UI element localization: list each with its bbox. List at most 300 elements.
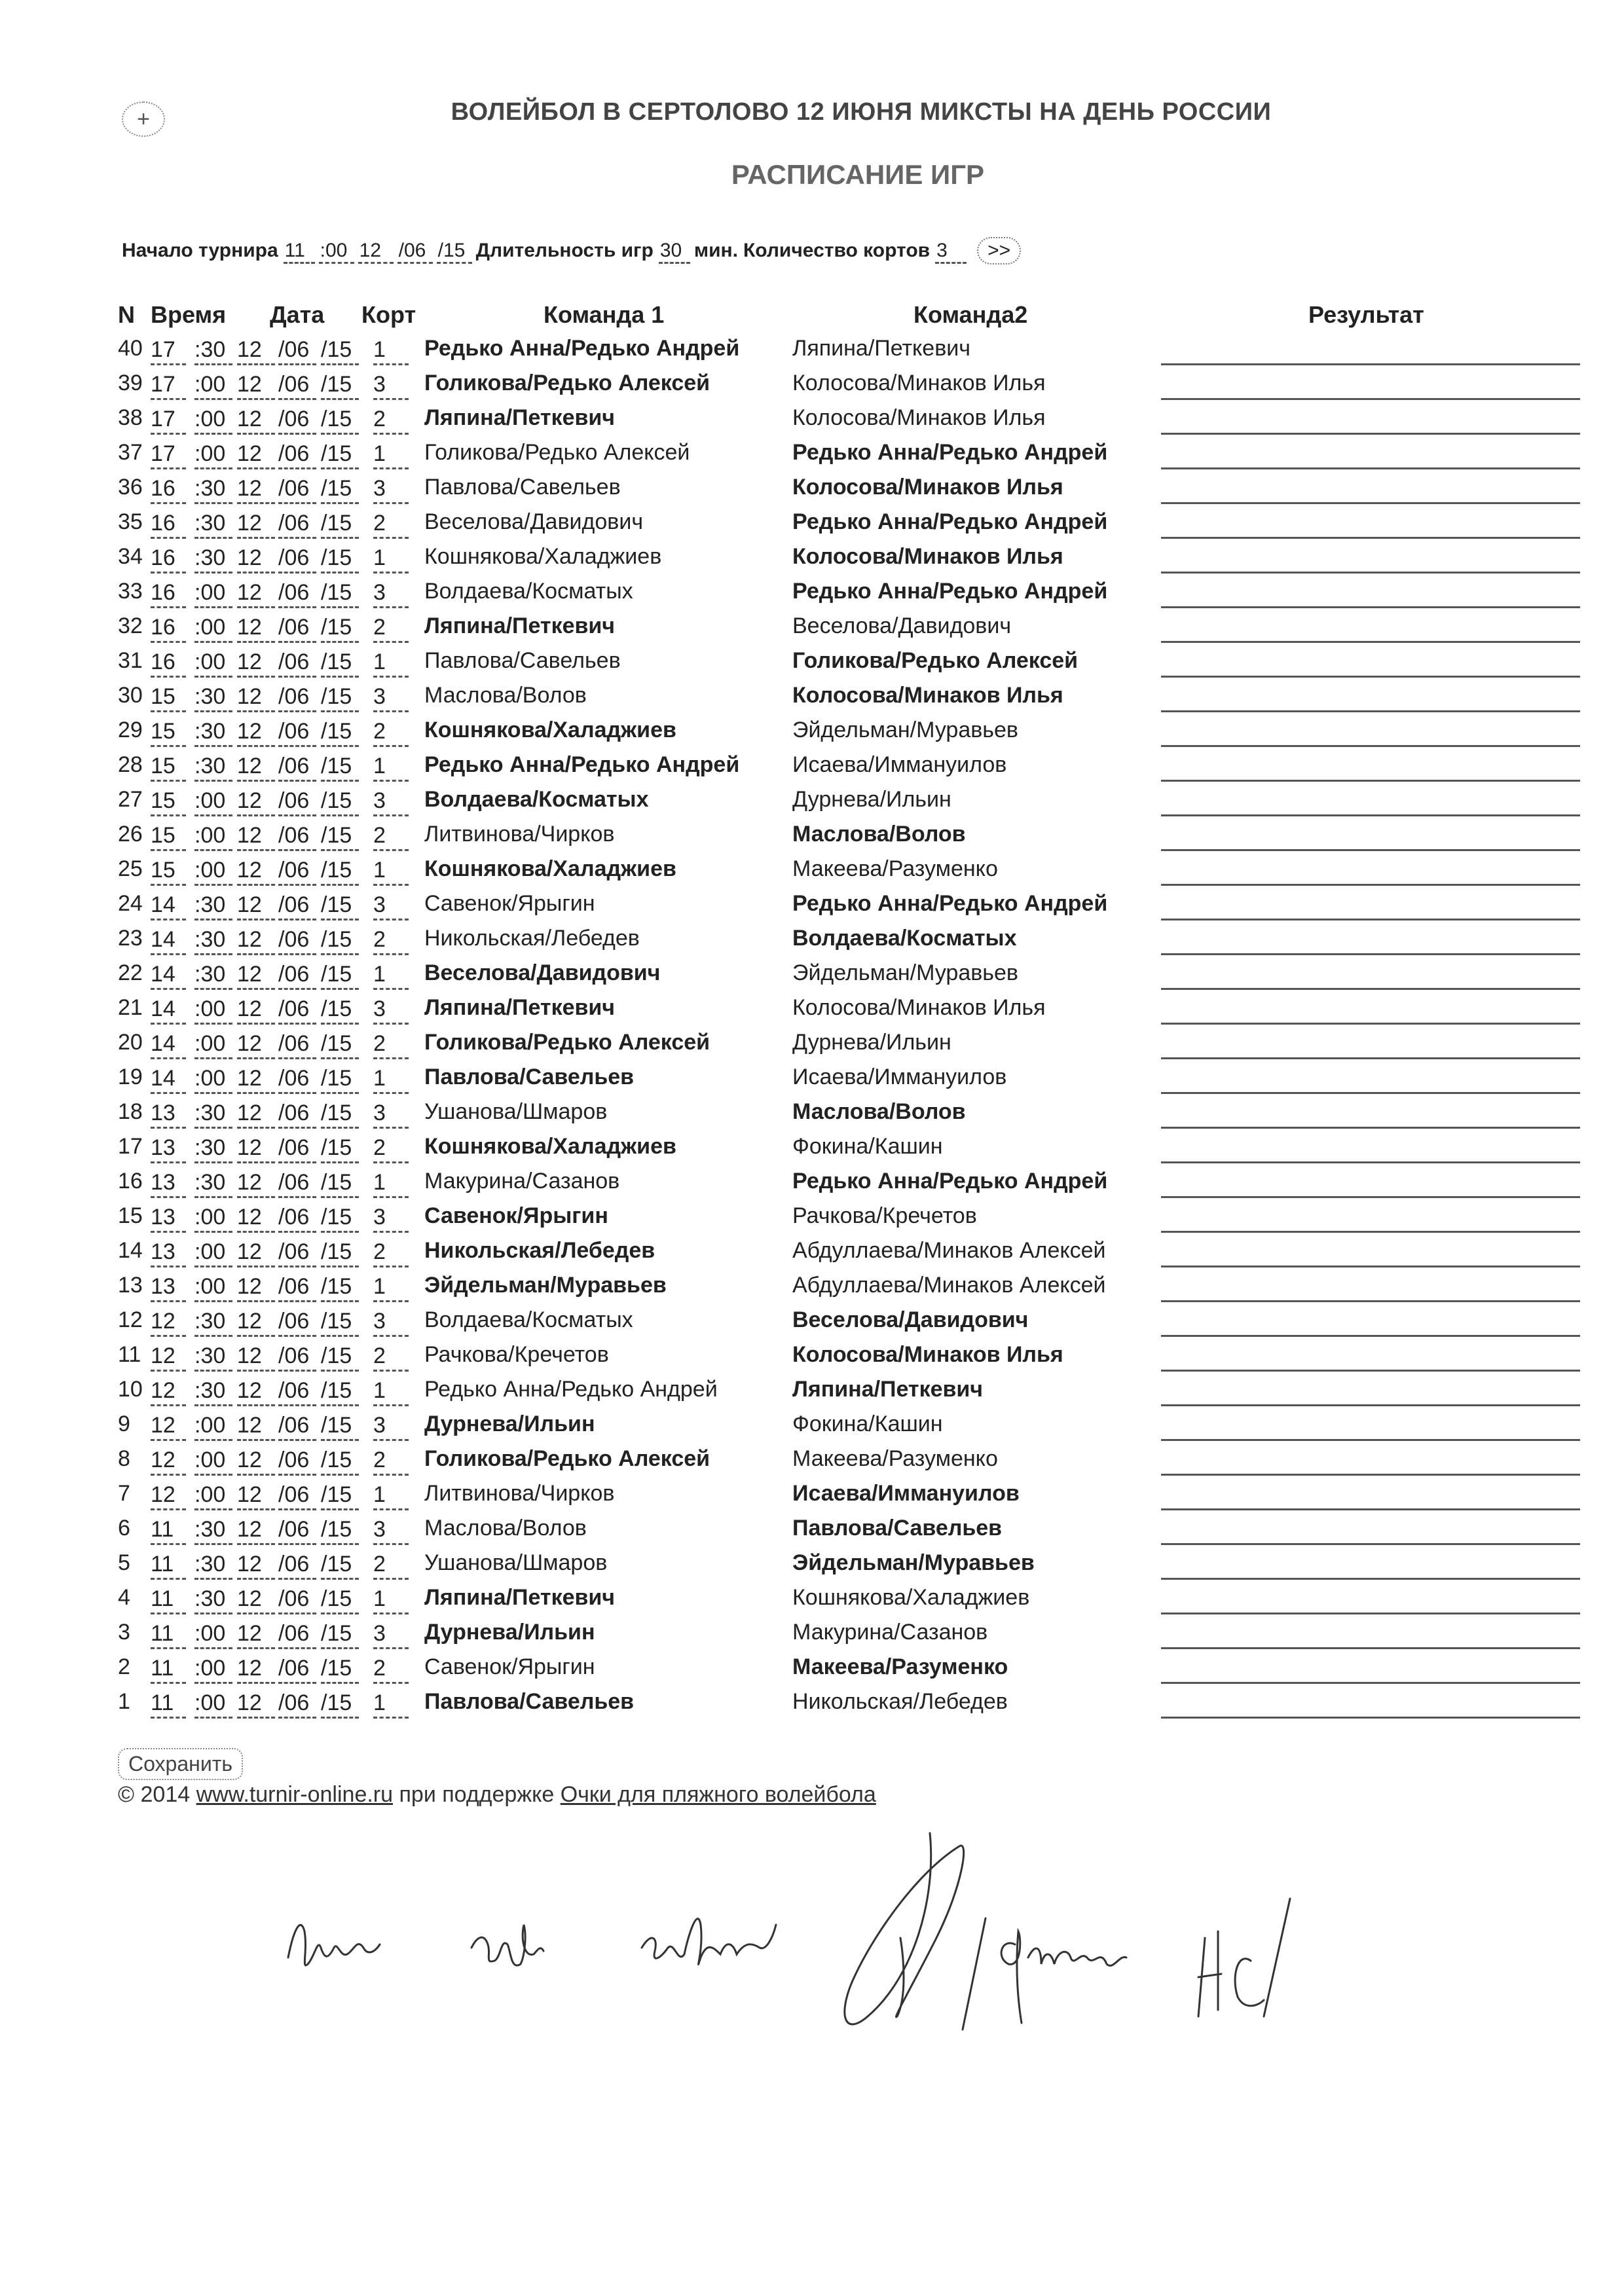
court-input[interactable]: 2 xyxy=(373,1134,409,1163)
result-input[interactable] xyxy=(1161,1134,1580,1163)
month-input[interactable]: /06 xyxy=(278,995,316,1025)
day-input[interactable]: 12 xyxy=(237,1585,275,1614)
day-input[interactable]: 12 xyxy=(237,371,275,400)
minute-input[interactable]: :00 xyxy=(194,1654,232,1684)
minute-input[interactable]: :30 xyxy=(194,336,232,365)
court-input[interactable]: 1 xyxy=(373,648,409,678)
day-input[interactable]: 12 xyxy=(237,891,275,920)
day-input[interactable]: 12 xyxy=(237,1030,275,1059)
minute-input[interactable]: :30 xyxy=(194,1169,232,1198)
month-input[interactable]: /06 xyxy=(278,822,316,851)
day-input[interactable]: 12 xyxy=(237,1307,275,1337)
month-input[interactable]: /06 xyxy=(278,1654,316,1684)
month-input[interactable]: /06 xyxy=(278,1065,316,1094)
year-input[interactable]: /15 xyxy=(321,336,359,365)
result-input[interactable] xyxy=(1161,1412,1580,1441)
result-input[interactable] xyxy=(1161,1585,1580,1614)
result-input[interactable] xyxy=(1161,1169,1580,1198)
month-input[interactable]: /06 xyxy=(278,856,316,886)
court-input[interactable]: 3 xyxy=(373,371,409,400)
result-input[interactable] xyxy=(1161,544,1580,574)
court-input[interactable]: 3 xyxy=(373,475,409,504)
day-input[interactable]: 12 xyxy=(237,475,275,504)
hour-input[interactable]: 13 xyxy=(151,1134,186,1163)
minute-input[interactable]: :00 xyxy=(194,371,232,400)
minute-input[interactable]: :30 xyxy=(194,544,232,574)
court-input[interactable]: 2 xyxy=(373,613,409,643)
month-input[interactable]: /06 xyxy=(278,718,316,747)
hour-input[interactable]: 15 xyxy=(151,822,186,851)
minute-input[interactable]: :00 xyxy=(194,579,232,608)
court-input[interactable]: 1 xyxy=(373,960,409,990)
year-input[interactable]: /15 xyxy=(321,856,359,886)
year-input[interactable]: /15 xyxy=(321,960,359,990)
hour-input[interactable]: 17 xyxy=(151,405,186,435)
minute-input[interactable]: :30 xyxy=(194,1134,232,1163)
result-input[interactable] xyxy=(1161,752,1580,782)
year-input[interactable]: /15 xyxy=(321,544,359,574)
result-input[interactable] xyxy=(1161,718,1580,747)
minute-input[interactable]: :00 xyxy=(194,648,232,678)
year-input[interactable]: /15 xyxy=(321,475,359,504)
court-input[interactable]: 2 xyxy=(373,1342,409,1372)
year-input[interactable]: /15 xyxy=(321,1516,359,1545)
month-input[interactable]: /06 xyxy=(278,1307,316,1337)
result-input[interactable] xyxy=(1161,787,1580,816)
hour-input[interactable]: 17 xyxy=(151,440,186,469)
day-input[interactable]: 12 xyxy=(237,1516,275,1545)
court-input[interactable]: 1 xyxy=(373,1377,409,1406)
month-input[interactable]: /06 xyxy=(278,1238,316,1267)
result-input[interactable] xyxy=(1161,1654,1580,1684)
court-input[interactable]: 1 xyxy=(373,1065,409,1094)
court-input[interactable]: 1 xyxy=(373,336,409,365)
start-hour-input[interactable]: 11 xyxy=(284,240,315,264)
year-input[interactable]: /15 xyxy=(321,1550,359,1580)
hour-input[interactable]: 14 xyxy=(151,926,186,955)
hour-input[interactable]: 15 xyxy=(151,683,186,712)
day-input[interactable]: 12 xyxy=(237,336,275,365)
year-input[interactable]: /15 xyxy=(321,752,359,782)
hour-input[interactable]: 17 xyxy=(151,336,186,365)
court-input[interactable]: 3 xyxy=(373,995,409,1025)
hour-input[interactable]: 14 xyxy=(151,1030,186,1059)
minute-input[interactable]: :00 xyxy=(194,1620,232,1649)
day-input[interactable]: 12 xyxy=(237,752,275,782)
result-input[interactable] xyxy=(1161,648,1580,678)
result-input[interactable] xyxy=(1161,891,1580,920)
minute-input[interactable]: :30 xyxy=(194,891,232,920)
year-input[interactable]: /15 xyxy=(321,787,359,816)
day-input[interactable]: 12 xyxy=(237,995,275,1025)
year-input[interactable]: /15 xyxy=(321,405,359,435)
site-link[interactable]: www.turnir-online.ru xyxy=(196,1782,394,1807)
sponsor-link[interactable]: Очки для пляжного волейбола xyxy=(560,1782,876,1807)
day-input[interactable]: 12 xyxy=(237,1689,275,1719)
court-input[interactable]: 1 xyxy=(373,544,409,574)
start-day-input[interactable]: 12 xyxy=(358,240,394,264)
minute-input[interactable]: :00 xyxy=(194,405,232,435)
month-input[interactable]: /06 xyxy=(278,1412,316,1441)
court-input[interactable]: 3 xyxy=(373,1099,409,1129)
day-input[interactable]: 12 xyxy=(237,1446,275,1476)
hour-input[interactable]: 14 xyxy=(151,1065,186,1094)
month-input[interactable]: /06 xyxy=(278,1273,316,1302)
result-input[interactable] xyxy=(1161,856,1580,886)
result-input[interactable] xyxy=(1161,683,1580,712)
minute-input[interactable]: :00 xyxy=(194,1203,232,1233)
day-input[interactable]: 12 xyxy=(237,1065,275,1094)
court-input[interactable]: 3 xyxy=(373,1620,409,1649)
day-input[interactable]: 12 xyxy=(237,1342,275,1372)
day-input[interactable]: 12 xyxy=(237,1550,275,1580)
day-input[interactable]: 12 xyxy=(237,822,275,851)
month-input[interactable]: /06 xyxy=(278,1203,316,1233)
court-input[interactable]: 2 xyxy=(373,926,409,955)
year-input[interactable]: /15 xyxy=(321,371,359,400)
result-input[interactable] xyxy=(1161,1307,1580,1337)
day-input[interactable]: 12 xyxy=(237,718,275,747)
result-input[interactable] xyxy=(1161,1620,1580,1649)
day-input[interactable]: 12 xyxy=(237,1238,275,1267)
day-input[interactable]: 12 xyxy=(237,509,275,539)
day-input[interactable]: 12 xyxy=(237,544,275,574)
year-input[interactable]: /15 xyxy=(321,1446,359,1476)
hour-input[interactable]: 13 xyxy=(151,1099,186,1129)
result-input[interactable] xyxy=(1161,1550,1580,1580)
month-input[interactable]: /06 xyxy=(278,440,316,469)
minute-input[interactable]: :00 xyxy=(194,822,232,851)
result-input[interactable] xyxy=(1161,1238,1580,1267)
court-input[interactable]: 1 xyxy=(373,752,409,782)
day-input[interactable]: 12 xyxy=(237,440,275,469)
minute-input[interactable]: :00 xyxy=(194,613,232,643)
court-input[interactable]: 3 xyxy=(373,1203,409,1233)
save-button[interactable]: Сохранить xyxy=(118,1748,243,1780)
hour-input[interactable]: 12 xyxy=(151,1446,186,1476)
hour-input[interactable]: 16 xyxy=(151,544,186,574)
month-input[interactable]: /06 xyxy=(278,1585,316,1614)
day-input[interactable]: 12 xyxy=(237,1273,275,1302)
hour-input[interactable]: 16 xyxy=(151,475,186,504)
day-input[interactable]: 12 xyxy=(237,926,275,955)
result-input[interactable] xyxy=(1161,579,1580,608)
day-input[interactable]: 12 xyxy=(237,1377,275,1406)
minute-input[interactable]: :00 xyxy=(194,1065,232,1094)
year-input[interactable]: /15 xyxy=(321,1620,359,1649)
month-input[interactable]: /06 xyxy=(278,613,316,643)
result-input[interactable] xyxy=(1161,1377,1580,1406)
day-input[interactable]: 12 xyxy=(237,405,275,435)
month-input[interactable]: /06 xyxy=(278,1030,316,1059)
year-input[interactable]: /15 xyxy=(321,891,359,920)
hour-input[interactable]: 14 xyxy=(151,891,186,920)
court-input[interactable]: 1 xyxy=(373,1585,409,1614)
team2-name: Дурнева/Ильин xyxy=(792,1030,951,1055)
result-input[interactable] xyxy=(1161,509,1580,539)
result-input[interactable] xyxy=(1161,1446,1580,1476)
minute-input[interactable]: :30 xyxy=(194,475,232,504)
match-number: 20 xyxy=(118,1030,143,1055)
day-input[interactable]: 12 xyxy=(237,1620,275,1649)
result-input[interactable] xyxy=(1161,1273,1580,1302)
minute-input[interactable]: :30 xyxy=(194,683,232,712)
court-input[interactable]: 2 xyxy=(373,718,409,747)
month-input[interactable]: /06 xyxy=(278,648,316,678)
minute-input[interactable]: :30 xyxy=(194,1585,232,1614)
year-input[interactable]: /15 xyxy=(321,579,359,608)
court-input[interactable]: 3 xyxy=(373,1516,409,1545)
minute-input[interactable]: :00 xyxy=(194,856,232,886)
court-input[interactable]: 3 xyxy=(373,1412,409,1441)
day-input[interactable]: 12 xyxy=(237,1481,275,1510)
team2-name: Маслова/Волов xyxy=(792,1099,966,1124)
hour-input[interactable]: 12 xyxy=(151,1307,186,1337)
minute-input[interactable]: :00 xyxy=(194,1446,232,1476)
year-input[interactable]: /15 xyxy=(321,1412,359,1441)
minute-input[interactable]: :30 xyxy=(194,1516,232,1545)
month-input[interactable]: /06 xyxy=(278,544,316,574)
minute-input[interactable]: :00 xyxy=(194,1273,232,1302)
minute-input[interactable]: :30 xyxy=(194,1550,232,1580)
court-input[interactable]: 3 xyxy=(373,787,409,816)
day-input[interactable]: 12 xyxy=(237,1412,275,1441)
result-input[interactable] xyxy=(1161,995,1580,1025)
year-input[interactable]: /15 xyxy=(321,1134,359,1163)
year-input[interactable]: /15 xyxy=(321,1203,359,1233)
month-input[interactable]: /06 xyxy=(278,1099,316,1129)
month-input[interactable]: /06 xyxy=(278,336,316,365)
result-input[interactable] xyxy=(1161,1516,1580,1545)
minute-input[interactable]: :00 xyxy=(194,1238,232,1267)
minute-input[interactable]: :00 xyxy=(194,440,232,469)
court-input[interactable]: 2 xyxy=(373,405,409,435)
day-input[interactable]: 12 xyxy=(237,1169,275,1198)
hour-input[interactable]: 14 xyxy=(151,960,186,990)
court-input[interactable]: 2 xyxy=(373,1654,409,1684)
result-input[interactable] xyxy=(1161,1342,1580,1372)
day-input[interactable]: 12 xyxy=(237,960,275,990)
year-input[interactable]: /15 xyxy=(321,648,359,678)
court-input[interactable]: 3 xyxy=(373,579,409,608)
year-input[interactable]: /15 xyxy=(321,1238,359,1267)
start-label: Начало турнира xyxy=(122,240,278,261)
result-input[interactable] xyxy=(1161,822,1580,851)
month-input[interactable]: /06 xyxy=(278,1620,316,1649)
day-input[interactable]: 12 xyxy=(237,683,275,712)
minute-input[interactable]: :00 xyxy=(194,787,232,816)
year-input[interactable]: /15 xyxy=(321,1689,359,1719)
hour-input[interactable]: 12 xyxy=(151,1377,186,1406)
day-input[interactable]: 12 xyxy=(237,613,275,643)
minute-input[interactable]: :30 xyxy=(194,509,232,539)
month-input[interactable]: /06 xyxy=(278,1689,316,1719)
year-input[interactable]: /15 xyxy=(321,995,359,1025)
year-input[interactable]: /15 xyxy=(321,1654,359,1684)
hour-input[interactable]: 11 xyxy=(151,1620,186,1649)
court-input[interactable]: 1 xyxy=(373,856,409,886)
result-input[interactable] xyxy=(1161,1689,1580,1719)
hour-input[interactable]: 15 xyxy=(151,752,186,782)
month-input[interactable]: /06 xyxy=(278,1134,316,1163)
month-input[interactable]: /06 xyxy=(278,1446,316,1476)
court-input[interactable]: 2 xyxy=(373,1238,409,1267)
minute-input[interactable]: :30 xyxy=(194,960,232,990)
minute-input[interactable]: :30 xyxy=(194,1307,232,1337)
minute-input[interactable]: :00 xyxy=(194,1412,232,1441)
month-input[interactable]: /06 xyxy=(278,1342,316,1372)
result-input[interactable] xyxy=(1161,1203,1580,1233)
minute-input[interactable]: :30 xyxy=(194,926,232,955)
hour-input[interactable]: 13 xyxy=(151,1169,186,1198)
day-input[interactable]: 12 xyxy=(237,1203,275,1233)
court-input[interactable]: 1 xyxy=(373,440,409,469)
year-input[interactable]: /15 xyxy=(321,1342,359,1372)
minute-input[interactable]: :00 xyxy=(194,995,232,1025)
court-input[interactable]: 1 xyxy=(373,1169,409,1198)
hour-input[interactable]: 16 xyxy=(151,613,186,643)
start-minute-input[interactable]: :00 xyxy=(319,240,354,264)
court-input[interactable]: 1 xyxy=(373,1273,409,1302)
month-input[interactable]: /06 xyxy=(278,787,316,816)
hour-input[interactable]: 13 xyxy=(151,1238,186,1267)
court-input[interactable]: 2 xyxy=(373,1550,409,1580)
team2-name: Колосова/Минаков Илья xyxy=(792,683,1063,708)
month-input[interactable]: /06 xyxy=(278,1169,316,1198)
minute-input[interactable]: :30 xyxy=(194,752,232,782)
year-input[interactable]: /15 xyxy=(321,1585,359,1614)
day-input[interactable]: 12 xyxy=(237,856,275,886)
court-input[interactable]: 2 xyxy=(373,822,409,851)
year-input[interactable]: /15 xyxy=(321,509,359,539)
month-input[interactable]: /06 xyxy=(278,475,316,504)
minute-input[interactable]: :30 xyxy=(194,1099,232,1129)
hour-input[interactable]: 11 xyxy=(151,1585,186,1614)
month-input[interactable]: /06 xyxy=(278,371,316,400)
hour-input[interactable]: 17 xyxy=(151,371,186,400)
court-input[interactable]: 1 xyxy=(373,1689,409,1719)
hour-input[interactable]: 16 xyxy=(151,648,186,678)
year-input[interactable]: /15 xyxy=(321,1377,359,1406)
courts-input[interactable]: 3 xyxy=(935,240,967,264)
day-input[interactable]: 12 xyxy=(237,579,275,608)
year-input[interactable]: /15 xyxy=(321,440,359,469)
result-input[interactable] xyxy=(1161,405,1580,435)
hour-input[interactable]: 15 xyxy=(151,856,186,886)
day-input[interactable]: 12 xyxy=(237,787,275,816)
year-input[interactable]: /15 xyxy=(321,1030,359,1059)
month-input[interactable]: /06 xyxy=(278,1550,316,1580)
court-input[interactable]: 3 xyxy=(373,891,409,920)
start-year-input[interactable]: /15 xyxy=(437,240,472,264)
hour-input[interactable]: 15 xyxy=(151,787,186,816)
day-input[interactable]: 12 xyxy=(237,1099,275,1129)
result-input[interactable] xyxy=(1161,1099,1580,1129)
year-input[interactable]: /15 xyxy=(321,1273,359,1302)
year-input[interactable]: /15 xyxy=(321,1099,359,1129)
month-input[interactable]: /06 xyxy=(278,926,316,955)
hour-input[interactable]: 12 xyxy=(151,1412,186,1441)
duration-input[interactable]: 30 xyxy=(659,240,690,264)
year-input[interactable]: /15 xyxy=(321,1065,359,1094)
hour-input[interactable]: 14 xyxy=(151,995,186,1025)
court-input[interactable]: 2 xyxy=(373,1446,409,1476)
minute-input[interactable]: :00 xyxy=(194,1030,232,1059)
hour-input[interactable]: 13 xyxy=(151,1203,186,1233)
year-input[interactable]: /15 xyxy=(321,683,359,712)
year-input[interactable]: /15 xyxy=(321,1307,359,1337)
result-input[interactable] xyxy=(1161,336,1580,365)
result-input[interactable] xyxy=(1161,371,1580,400)
month-input[interactable]: /06 xyxy=(278,509,316,539)
year-input[interactable]: /15 xyxy=(321,926,359,955)
result-input[interactable] xyxy=(1161,1481,1580,1510)
hour-input[interactable]: 16 xyxy=(151,509,186,539)
result-input[interactable] xyxy=(1161,475,1580,504)
day-input[interactable]: 12 xyxy=(237,648,275,678)
apply-settings-button[interactable]: >> xyxy=(977,237,1021,264)
year-input[interactable]: /15 xyxy=(321,718,359,747)
team1-name: Волдаева/Косматых xyxy=(424,1307,633,1332)
month-input[interactable]: /06 xyxy=(278,683,316,712)
hour-input[interactable]: 11 xyxy=(151,1516,186,1545)
minute-input[interactable]: :30 xyxy=(194,1377,232,1406)
hour-input[interactable]: 12 xyxy=(151,1481,186,1510)
hour-input[interactable]: 11 xyxy=(151,1689,186,1719)
court-input[interactable]: 3 xyxy=(373,1307,409,1337)
hour-input[interactable]: 16 xyxy=(151,579,186,608)
result-input[interactable] xyxy=(1161,613,1580,643)
year-input[interactable]: /15 xyxy=(321,822,359,851)
match-number: 29 xyxy=(118,718,143,742)
hour-input[interactable]: 15 xyxy=(151,718,186,747)
result-input[interactable] xyxy=(1161,960,1580,990)
court-input[interactable]: 2 xyxy=(373,509,409,539)
court-input[interactable]: 1 xyxy=(373,1481,409,1510)
year-input[interactable]: /15 xyxy=(321,1481,359,1510)
day-input[interactable]: 12 xyxy=(237,1134,275,1163)
month-input[interactable]: /06 xyxy=(278,891,316,920)
minute-input[interactable]: :00 xyxy=(194,1481,232,1510)
result-input[interactable] xyxy=(1161,440,1580,469)
court-input[interactable]: 3 xyxy=(373,683,409,712)
month-input[interactable]: /06 xyxy=(278,579,316,608)
result-input[interactable] xyxy=(1161,926,1580,955)
result-input[interactable] xyxy=(1161,1065,1580,1094)
month-input[interactable]: /06 xyxy=(278,405,316,435)
month-input[interactable]: /06 xyxy=(278,1516,316,1545)
hour-input[interactable]: 11 xyxy=(151,1654,186,1684)
minute-input[interactable]: :30 xyxy=(194,718,232,747)
month-input[interactable]: /06 xyxy=(278,960,316,990)
year-input[interactable]: /15 xyxy=(321,613,359,643)
month-input[interactable]: /06 xyxy=(278,752,316,782)
start-month-input[interactable]: /06 xyxy=(397,240,433,264)
hour-input[interactable]: 13 xyxy=(151,1273,186,1302)
result-input[interactable] xyxy=(1161,1030,1580,1059)
month-input[interactable]: /06 xyxy=(278,1377,316,1406)
hour-input[interactable]: 11 xyxy=(151,1550,186,1580)
hour-input[interactable]: 12 xyxy=(151,1342,186,1372)
minute-input[interactable]: :00 xyxy=(194,1689,232,1719)
table-row xyxy=(0,960,1624,995)
match-number: 5 xyxy=(118,1550,130,1575)
month-input[interactable]: /06 xyxy=(278,1481,316,1510)
year-input[interactable]: /15 xyxy=(321,1169,359,1198)
court-input[interactable]: 2 xyxy=(373,1030,409,1059)
day-input[interactable]: 12 xyxy=(237,1654,275,1684)
minute-input[interactable]: :30 xyxy=(194,1342,232,1372)
